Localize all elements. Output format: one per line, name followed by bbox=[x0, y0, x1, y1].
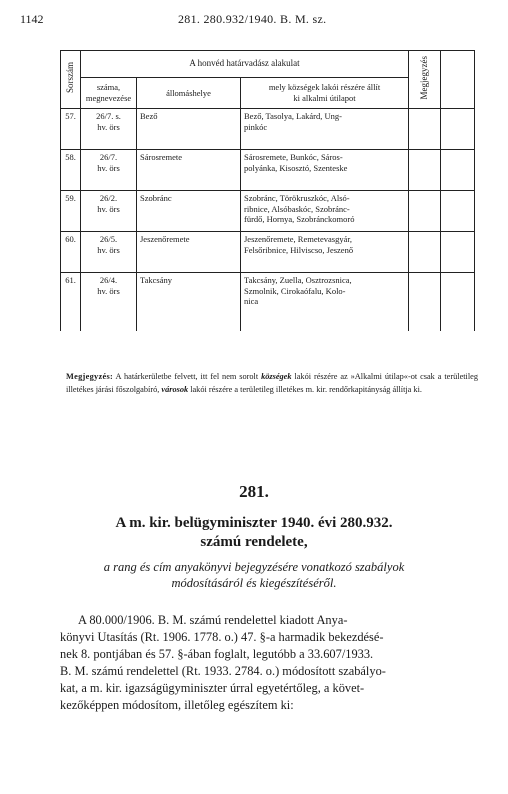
body-line: B. M. számú rendelettel (Rt. 1933. 2784. o.) módosított szabályo- bbox=[60, 664, 386, 678]
table-tail-row bbox=[61, 313, 475, 331]
running-reference: 281. 280.932/1940. B. M. sz. bbox=[178, 12, 327, 26]
table-row: 58. 26/7. hv. örs Sárosremete Sárosremete, Bunkóc, Sáros- polyánka, Kisosztó, Szenteske bbox=[61, 150, 475, 191]
decree-subtitle-line2: módosításáról és kiegészítéséről. bbox=[171, 576, 337, 590]
table-row: 60. 26/5. hv. örs Jeszenőremete Jeszenőremete, Remetevasgyár, Felsőribnice, Hilviscso, Jeszenő bbox=[61, 232, 475, 273]
decree-subtitle-line1: a rang és cím anyakönyvi bejegyzésére vonatkozó szabályok bbox=[103, 560, 405, 574]
table-row: 57. 26/7. s. hv. örs Bező Bező, Tasolya, Lakárd, Ung- pinkóc bbox=[61, 109, 475, 150]
page-number: 1142 bbox=[20, 12, 44, 26]
decree-title-line2: számú rendelete, bbox=[200, 534, 308, 550]
decree-title-line1: A m. kir. belügyminiszter 1940. évi 280.932. bbox=[115, 515, 393, 531]
body-line: könyvi Utasítás (Rt. 1906. 1778. o.) 47. §-a harmadik bekezdésé- bbox=[60, 630, 384, 644]
section-number: 281. bbox=[239, 482, 269, 501]
col-header-allomashely: állomáshelye bbox=[137, 78, 241, 109]
border-units-table bbox=[60, 50, 474, 358]
col-header-szama: száma, megnevezése bbox=[81, 78, 137, 109]
body-line: kezőképpen módosítom, illetőleg egészítem ki: bbox=[60, 698, 294, 712]
table-row: 59. 26/2. hv. örs Szobránc Szobránc, Törökruszkóc, Alsó- ribnice, Alsóbaskóc, Szobránc- fürdő, Hornya, Szobránckomoró bbox=[61, 191, 475, 232]
body-line: kat, a m. kir. igazságügyminiszter úrral egyetértőleg, a követ- bbox=[60, 681, 365, 695]
table-note: Megjegyzés: A határkerületbe felvett, itt fel nem sorolt községek lakói részére az »Alkalmi útilap«-ot csak a területileg illetékes járási főszolgabíró, városok lakói részére a területileg illetékes m. kir. rendőrkapitányság állítja ki. bbox=[66, 372, 478, 394]
table-row: 61. 26/4. hv. örs Takcsány Takcsány, Zuella, Osztrozsnica, Szmolnik, Cirokaófalu, Kolo- nica bbox=[61, 273, 475, 314]
body-paragraph bbox=[60, 612, 480, 714]
note-label: Megjegyzés: bbox=[66, 372, 114, 381]
col-header-group: A honvéd határvadász alakulat bbox=[81, 51, 409, 78]
body-line: nek 8. pontjában és 57. §-ában foglalt, legutóbb a 33.607/1933. bbox=[60, 647, 374, 661]
col-header-blank bbox=[441, 51, 475, 109]
body-line: A 80.000/1906. B. M. számú rendelettel kiadott Anya- bbox=[78, 613, 348, 627]
col-header-sorszam: Sorszám bbox=[61, 51, 81, 109]
col-header-megjegyzes: Megjegyzés bbox=[409, 51, 441, 109]
col-header-kozsegek: mely községek lakói részére állít ki alkalmi útilapot bbox=[241, 78, 409, 109]
page-header bbox=[0, 12, 508, 28]
